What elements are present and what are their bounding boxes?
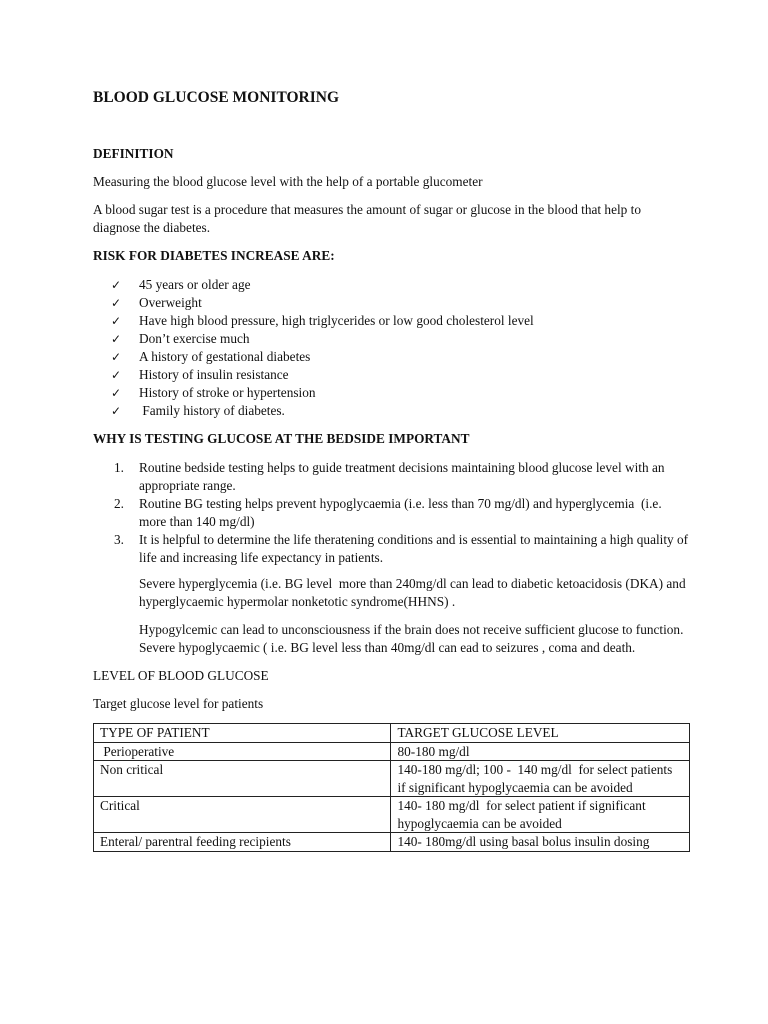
list-item: 3. It is helpful to determine the life theratening conditions and is essential to maintaining a high quality of life and increasing life expectancy in patients.: [114, 532, 689, 565]
table-row: [94, 833, 690, 852]
list-item: ✓ Family history of diabetes.: [111, 403, 285, 418]
why-list: [93, 459, 690, 567]
document-page: [93, 89, 690, 852]
table-header-row: [94, 724, 690, 743]
level-heading: LEVEL OF BLOOD GLUCOSE: [93, 668, 269, 683]
table-cell: 140- 180 mg/dl for select patient if significant hypoglycaemia can be avoided: [391, 797, 690, 833]
list-item: 2. Routine BG testing helps prevent hypoglycaemia (i.e. less than 70 mg/dl) and hyperglycemia (i.e. more than 140 mg/dl): [114, 496, 665, 529]
list-item: ✓ 45 years or older age: [111, 277, 251, 292]
table-cell: Non critical: [94, 761, 391, 797]
table-cell: 140- 180mg/dl using basal bolus insulin dosing: [391, 833, 690, 852]
table-row: [94, 761, 690, 797]
checkmark-icon: ✓: [111, 350, 122, 364]
table-row: [94, 742, 690, 761]
checkmark-icon: ✓: [111, 314, 122, 328]
list-item: ✓ A history of gestational diabetes: [111, 349, 311, 364]
checkmark-icon: ✓: [111, 332, 122, 346]
hypoglycemia-paragraph: Hypogylcemic can lead to unconsciousness if the brain does not receive sufficient glucose to function. Severe hypoglycaemic ( i.e. BG level less than 40mg/dl can ead to seizures , coma and death.: [139, 622, 684, 655]
table-cell: 80-180 mg/dl: [391, 742, 690, 761]
checkmark-icon: ✓: [111, 368, 122, 382]
table-cell: Critical: [94, 797, 391, 833]
risk-list: [93, 276, 690, 420]
table-cell: 140-180 mg/dl; 100 - 140 mg/dl for select patients if significant hypoglycaemia can be avoided: [391, 761, 690, 797]
list-item: ✓ Have high blood pressure, high triglycerides or low good cholesterol level: [111, 313, 534, 328]
checkmark-icon: ✓: [111, 278, 122, 292]
list-item: ✓ History of insulin resistance: [111, 367, 289, 382]
checkmark-icon: ✓: [111, 404, 122, 418]
page-title: BLOOD GLUCOSE MONITORING: [93, 89, 340, 106]
list-item: 1. Routine bedside testing helps to guide treatment decisions maintaining blood glucose level with an appropriate range.: [114, 460, 665, 493]
glucose-target-table: [93, 723, 690, 852]
why-heading: WHY IS TESTING GLUCOSE AT THE BEDSIDE IMPORTANT: [93, 431, 470, 446]
table-row: [94, 797, 690, 833]
hyperglycemia-paragraph: Severe hyperglycemia (i.e. BG level more than 240mg/dl can lead to diabetic ketoacidosis (DKA) and hyperglycaemic hypermolar nonketotic syndrome(HHNS) .: [139, 576, 689, 609]
definition-heading: DEFINITION: [93, 146, 174, 161]
checkmark-icon: ✓: [111, 386, 122, 400]
list-item: ✓ Don’t exercise much: [111, 331, 250, 346]
table-header-cell: TYPE OF PATIENT: [94, 724, 391, 743]
table-cell: Enteral/ parentral feeding recipients: [94, 833, 391, 852]
risk-heading: RISK FOR DIABETES INCREASE ARE:: [93, 248, 335, 263]
checkmark-icon: ✓: [111, 296, 122, 310]
table-caption: Target glucose level for patients: [93, 696, 264, 711]
definition-paragraph-2: A blood sugar test is a procedure that measures the amount of sugar or glucose in the blood that help to diagnose the diabetes.: [93, 202, 641, 235]
list-item: ✓ History of stroke or hypertension: [111, 385, 316, 400]
table-cell: Perioperative: [94, 742, 391, 761]
table-header-cell: TARGET GLUCOSE LEVEL: [391, 724, 690, 743]
list-item: ✓ Overweight: [111, 295, 202, 310]
definition-paragraph-1: Measuring the blood glucose level with the help of a portable glucometer: [93, 174, 483, 189]
